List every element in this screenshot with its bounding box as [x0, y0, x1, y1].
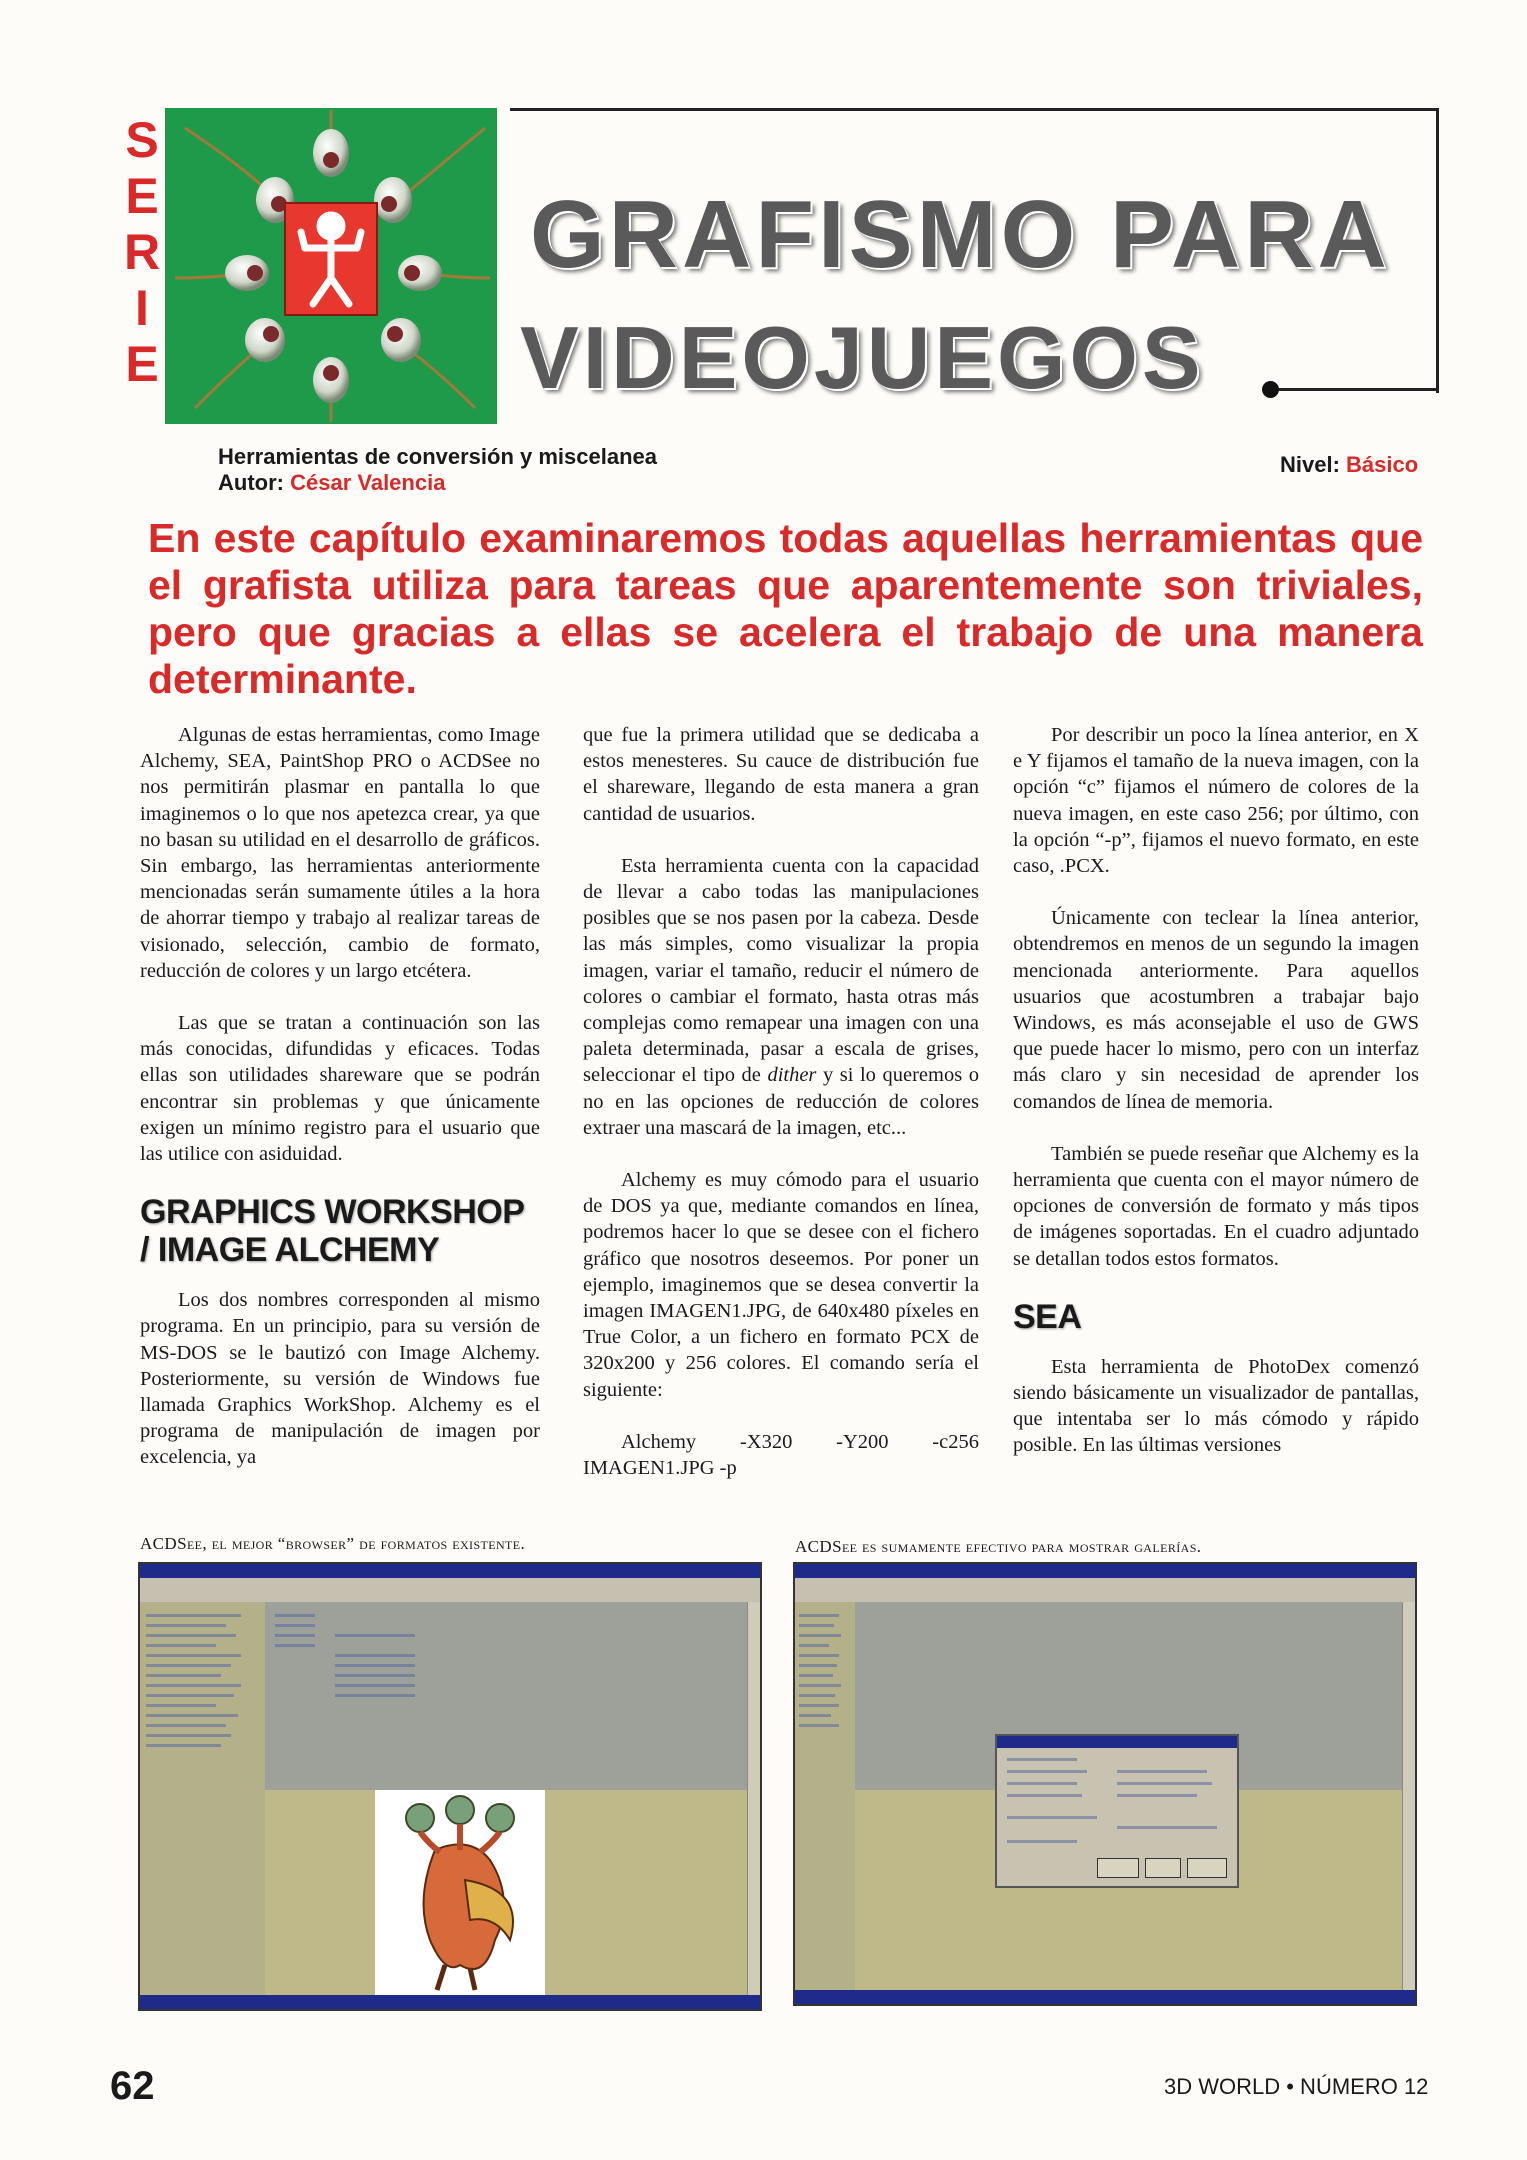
- section-heading-graphics-workshop: GRAPHICS WORKSHOP / IMAGE ALCHEMY: [140, 1193, 524, 1270]
- page-number: 62: [110, 2064, 155, 2108]
- italic-term: dither: [767, 1064, 817, 1087]
- text-column-3: [1013, 722, 1419, 1485]
- level-value: Básico: [1346, 452, 1419, 477]
- paragraph: Por describir un poco la línea anterior, en X e Y fijamos el tamaño de la nueva imagen, con la opción “c” fijamos el número de colores de la nueva imagen, en este caso 256; por último, con la opción “-p”, fijamos el nuevo formato, en este caso, .PCX.: [1013, 724, 1419, 878]
- command-line-example: Alchemy -X320 -Y200 -c256 IMAGEN1.JPG -p: [583, 1430, 979, 1480]
- figure-caption-left: ACDSee, el mejor “browser” de formatos existente.: [140, 1534, 526, 1553]
- screenshot-statusbar: [140, 1995, 760, 2009]
- paragraph: Los dos nombres corresponden al mismo programa. En un principio, para su versión de MS-DOS se le bautizó con Image Alchemy. Posteriormente, su versión de Windows fue llamada Graphics WorkShop. Alchemy es el programa de manipulación de imagen por excelencia, ya: [140, 1289, 540, 1469]
- dragon-illustration-preview: [375, 1790, 545, 1995]
- acdsee-gallery-screenshot: [793, 1562, 1417, 2006]
- screenshot-details-pane: [265, 1602, 760, 1790]
- screenshot-titlebar: [795, 1564, 1415, 1578]
- intro-lead-paragraph: En este capítulo examinaremos todas aquellas herramientas que el grafista utiliza para tareas que aparentemente son triviales, pero que gracias a ellas se acelera el trabajo de una manera determinante.: [148, 515, 1423, 702]
- paragraph: que fue la primera utilidad que se dedicaba a estos menesteres. Su cauce de distribución fue el shareware, llegando de esta manera a gran cantidad de usuarios.: [583, 724, 979, 825]
- paragraph: También se puede reseñar que Alchemy es la herramienta que cuenta con el mayor número de opciones de conversión de formato y más tipos de imágenes soportadas. En el cuadro adjuntado se detallan todos estos formatos.: [1013, 1142, 1419, 1270]
- screenshot-file-list: [140, 1602, 265, 1995]
- acdsee-browser-screenshot: [138, 1562, 762, 2011]
- magazine-footer: 3D WORLD • NÚMERO 12: [1164, 2074, 1429, 2099]
- article-title-line2: VIDEOJUEGOS: [520, 308, 1205, 407]
- author-line: [218, 470, 657, 496]
- serie-letter: I: [135, 280, 149, 336]
- serie-letter: S: [125, 112, 159, 168]
- serie-vertical-label: [122, 112, 162, 392]
- serie-letter: E: [125, 168, 159, 224]
- screenshot-statusbar: [795, 1990, 1415, 2004]
- section-heading-sea: SEA: [1013, 1297, 1082, 1336]
- screenshot-titlebar: [140, 1564, 760, 1578]
- article-subtitle: Herramientas de conversión y miscelanea: [218, 444, 657, 469]
- title-frame-dot: [1262, 381, 1279, 398]
- text-column-2: [583, 722, 979, 1507]
- figure-caption-right: ACDSee es sumamente efectivo para mostrar galerías.: [795, 1537, 1202, 1556]
- screenshot-scrollbar: [747, 1602, 760, 1995]
- paragraph: Alchemy es muy cómodo para el usuario de DOS ya que, mediante comandos en línea, podremos hacer lo que se desee con el fichero gráfico que nosotros deseemos. Por poner un ejemplo, imaginemos que se desea convertir la imagen IMAGEN1.JPG, de 640x480 píxeles en True Color, a un fichero en formato PCX de 320x200 y 256 colores. El comando sería el siguiente:: [583, 1169, 979, 1401]
- subtitle-block: [218, 444, 657, 496]
- level-indicator: [1280, 452, 1418, 478]
- paragraph: Algunas de estas herramientas, como Image Alchemy, SEA, PaintShop PRO o ACDSee no nos permitirán plasmar en pantalla lo que imaginemos o lo que nos apetezca crear, ya que no basan su utilidad en el desarrollo de gráficos. Sin embargo, las herramientas anteriormente mencionadas serán sumamente útiles a la hora de ahorrar tiempo y trabajo al realizar tareas de visionado, selección, cambio de formato, reducción de colores y un largo etcétera.: [140, 724, 540, 982]
- paragraph: Esta herramienta de PhotoDex comenzó siendo básicamente un visualizador de pantallas, que intentaba ser lo más cómodo y rápido posible. En las últimas versiones: [1013, 1355, 1419, 1457]
- author-label: Autor:: [218, 470, 284, 495]
- paragraph: Las que se tratan a continuación son las más conocidas, difundidas y eficaces. Todas ellas son utilidades shareware que se podrán encontrar sin problemas y que únicamente exigen un mínimo registro para el usuario que las utilice con asiduidad.: [140, 1012, 540, 1166]
- paragraph: Únicamente con teclear la línea anterior, obtendremos en menos de un segundo la imagen mencionada anteriormente. Para aquellos usuarios que acostumbren a trabajar bajo Windows, es más aconsejable el uso de GWS que puede hacer lo mismo, pero con un interfaz más claro y sin necesidad de aprender los comandos de línea de memoria.: [1013, 907, 1419, 1113]
- level-label: Nivel:: [1280, 452, 1340, 477]
- serie-letter: E: [125, 336, 159, 392]
- article-title-line1: GRAFISMO PARA: [530, 181, 1391, 288]
- paragraph-text: Esta herramienta cuenta con la capacidad de llevar a cabo todas las manipulaciones posibles que se nos pasen por la cabeza. Desde las más simples, como visualizar la propia imagen, variar el tamaño, reducir el número de colores o cambiar el formato, hasta otras más complejas como remapear una imagen con una paleta determinada, pasar a escala de grises, seleccionar el tipo de: [583, 854, 979, 1087]
- series-logo-illustration: [165, 108, 497, 424]
- title-frame-rule: [1270, 388, 1438, 391]
- screenshot-toolbar: [795, 1578, 1415, 1603]
- screenshot-toolbar: [140, 1578, 760, 1603]
- serie-letter: R: [123, 224, 161, 280]
- paragraph-text: y si lo queremos o no en las opciones de reducción de colores extraer una mascará de la imagen, etc...: [583, 1064, 979, 1139]
- screenshot-scrollbar: [1402, 1602, 1415, 1990]
- text-column-1: [140, 722, 540, 1497]
- paragraph: [583, 853, 979, 1141]
- screenshot-options-dialog: [995, 1734, 1239, 1888]
- author-name: César Valencia: [290, 470, 446, 495]
- screenshot-file-list: [795, 1602, 855, 1990]
